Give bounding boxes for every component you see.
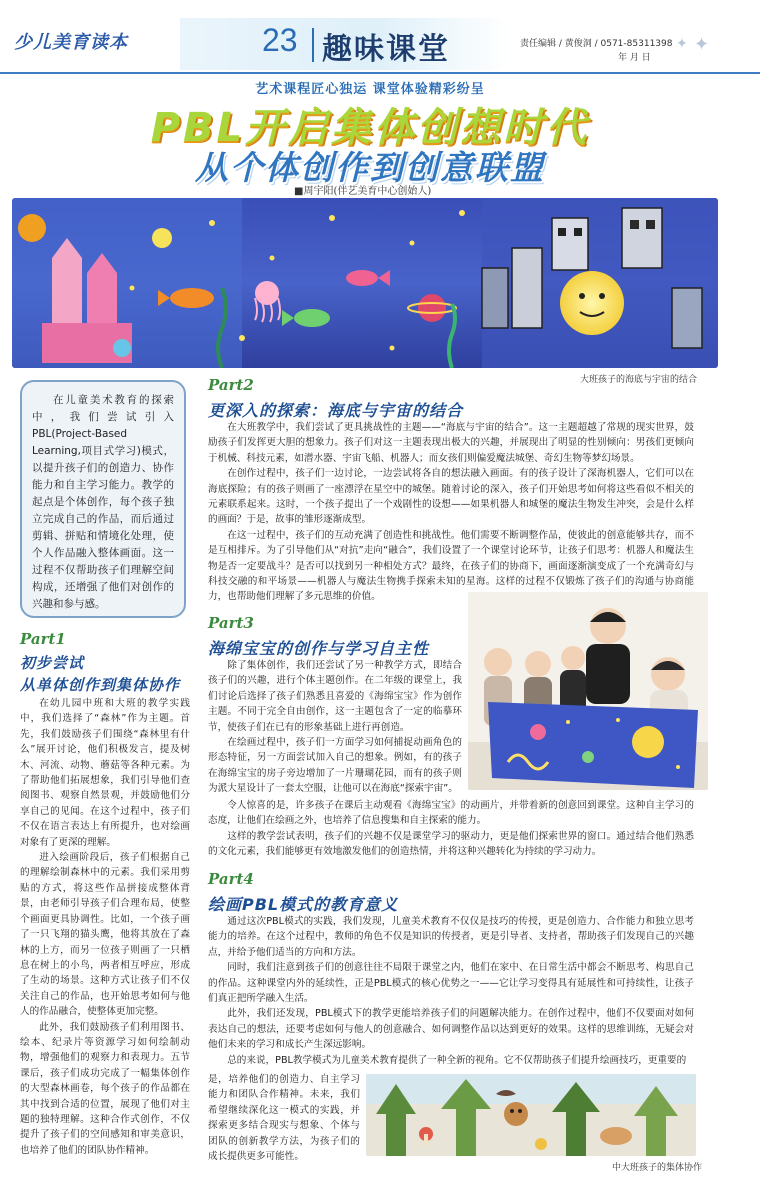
children-holding-artwork-photo [468,592,708,790]
hero-illustration [12,198,718,368]
part4-heading: 绘画PBL模式的教育意义 [208,895,399,914]
part3-body-wrap [208,658,462,797]
masthead-logo: 少儿美育读本 [14,32,128,53]
part1-paragraph: 此外，我们鼓励孩子们利用图书、绘本、纪录片等资源学习如何绘制动物，增强他们的观察力和表现力。五节课后，孩子们成功完成了一幅集体创作的大型森林画卷，每个孩子的作品都在其中找到合适的位置，展现了他们对主题的独特理解。这种合作式创作，不仅提升了孩子们的空间感知和审美意识，也培养了他们的团队协作精神。 [20,1021,190,1156]
part3-label: Part3 [208,614,254,632]
forest-collaborative-artwork [366,1074,696,1156]
part2-paragraph: 在这一过程中，孩子们的互动充满了创造性和挑战性。他们需要不断调整作品，使彼此的创意能够共存，而不是互相排斥。为了引导他们从“对抗”走向“融合”，我们设置了一个课堂讨论环节，让孩子们思考：机器人和魔法生物是否一定要战斗？是否可以找到另一种相处方式？最终，在孩子们的协商下，画面逐渐演变成了一个充满奇幻与科技交融的和平场景——机器人与魔法生物携手探索未知的星海。这样的过程不仅锻炼了孩子们的沟通与协商能力，也帮助他们理解了多元思维的价值。 [208,529,694,603]
hero-caption: 大班孩子的海底与宇宙的结合 [580,375,698,385]
part4-paragraph: 是，培养他们的创造力、自主学习能力和团队合作精神。未来，我们希望继续深化这一模式的实践，并探索更多结合现实与想象、个体与团队的创新教学方法，为孩子们的成长提供更多可能性。 [208,1074,360,1163]
editor-info: 责任编辑 / 黄俊洞 / 0571-85311398 [520,39,673,49]
sparkle-icon: ✦ [676,36,688,52]
header-divider [312,28,314,62]
children-photo [468,592,708,790]
bottom-photo-caption: 中大班孩子的集体协作 [612,1163,703,1173]
part1-subheading: 从单体创作到集体协作 [20,676,181,694]
part1-heading: 初步尝试 [20,654,85,672]
intro-box [20,380,186,618]
part3-paragraph: 除了集体创作，我们还尝试了另一种教学方式，即结合孩子们的兴趣，进行个体主题创作。在二年级的课堂上，我们讨论后选择了孩子们熟悉且喜爱的《海绵宝宝》作为创作主题。不同于完全自由创作，这一主题包含了一定的临摹环节，使孩子们在已有的形象基础上进行再创造。 [208,660,462,733]
part4-paragraph: 此外，我们还发现，PBL模式下的教学更能培养孩子们的问题解决能力。在创作过程中，他们不仅要面对如何表达自己的想法，还要考虑如何与他人的创意融合、如何调整作品以达到更好的效果。这样的思维训练，无疑会对他们未来的学习和成长产生深远影响。 [208,1008,694,1051]
part3-paragraph: 这样的教学尝试表明，孩子们的兴趣不仅是课堂学习的驱动力，更是他们探索世界的窗口。通过结合他们熟悉的文化元素，我们能够更有效地激发他们的创造热情，并将这种兴趣转化为持续的学习动力。 [208,830,694,858]
ocean-space-artwork [12,198,718,368]
part2-body [208,420,694,605]
part4-label: Part4 [208,870,254,888]
page-number: 23 [262,22,298,58]
part1-paragraph: 进入绘画阶段后，孩子们根据自己的理解绘制森林中的元素。我们采用剪贴的方式，将这些作品拼接成整体背景，由老师引导孩子们合理布局，使整个画面更具协调性。比如，一个孩子画了一只飞翔的猫头鹰，他将其放在了森林的上方，而另一位孩子则画了一只栖息在树上的小鸟，两者相互呼应，形成了生动的场景。这种方式让孩子们不仅关注自己的作品，也开始思考如何与他人的作品融合，使整体更加完整。 [20,852,190,1018]
part1-label: Part1 [20,630,66,648]
date-line: 年 月 日 [618,53,651,63]
section-title: 趣味课堂 [322,32,450,67]
part3-paragraph: 在绘画过程中，孩子们一方面学习如何捕捉动画角色的形态特征，另一方面尝试加入自己的想象。例如，有的孩子在海绵宝宝的房子旁边增加了一片珊瑚花园，而有的孩子则为派大星设计了一套太空服，让他可以在海底“探索宇宙”。 [208,737,462,795]
part4-paragraph: 同时，我们注意到孩子们的创意往往不局限于课堂之内，他们在家中、在日常生活中都会不断思考、构思自己的作品。这种课堂内外的延续性，正是PBL模式的核心优势之一——它让学习变得具有延展性和可持续性，让孩子们真正把所学融入生活。 [208,962,694,1005]
article-kicker: 艺术课程匠心独运 课堂体验精彩纷呈 [255,82,485,97]
part3-heading: 海绵宝宝的创作与学习自主性 [208,639,430,658]
part2-heading: 更深入的探索：海底与宇宙的结合 [208,401,464,420]
header-rule [0,72,760,74]
sparkle-icon: ✦ [694,34,710,55]
part1-paragraph: 在幼儿园中班和大班的教学实践中，我们选择了“森林”作为主题。首先，我们鼓励孩子们围绕“森林里有什么”展开讨论，他们积极发言，提及树木、河流、动物、蘑菇等各种元素。为了帮助他们拓展想象，我们引导他们查阅图书、观察自然景观，并鼓励他们分享自己的见闻。在这个过程中，孩子们不仅在语言表达上有所提升，也对绘画对象有了更深的理解。 [20,698,190,848]
part3-paragraph: 令人惊喜的是，许多孩子在课后主动观看《海绵宝宝》的动画片，并带着新的创意回到课堂。这种自主学习的态度，让他们在绘画之外，也培养了信息搜集和自主探索的能力。 [208,800,694,827]
part4-paragraph: 通过这次PBL模式的实践，我们发现，儿童美术教育不仅仅是技巧的传授，更是创造力、合作能力和独立思考能力的培养。在这个过程中，教师的角色不仅是知识的传授者，更是引导者、支持者，帮助孩子们发现自己的兴趣点，并给予他们适当的方向和方法。 [208,916,694,958]
part3-body-full [208,798,694,860]
intro-text: 在儿童美术教育的探索中，我们尝试引入PBL(Project-Based Learning,项目式学习)模式，以提升孩子们的创造力、协作能力和自主学习能力。教学的起点是个体创作，每个孩子独立完成自己的作品，而后通过剪辑、拼贴和情境化处理，使个人作品融入整体画面。这一过程不仅帮助孩子们理解空间构成，还增强了他们对创作的兴趣和参与感。 [32,394,174,610]
forest-artwork-photo [366,1074,696,1156]
article-title: PBL开启集体创想时代 [150,105,590,151]
part4-body-full [208,914,694,1068]
part2-label: Part2 [208,376,254,394]
article-subtitle: 从个体创作到创意联盟 [195,148,545,187]
part4-paragraph: 总的来说，PBL教学模式为儿童美术教育提供了一种全新的视角。它不仅帮助孩子们提升绘画技巧，更重要的 [227,1054,687,1066]
byline: ■周宇阳(伴艺美育中心创始人) [294,186,432,197]
part2-paragraph: 在大班教学中，我们尝试了更具挑战性的主题——“海底与宇宙的结合”。这一主题超越了常规的现实世界，鼓励孩子们发挥更大胆的想象力。孩子们对这一主题表现出极大的兴趣，并展现出了明显的性别倾向：男孩们更倾向于机械、科技元素，如潜水器、宇宙飞船、机器人；而女孩们则偏爱魔法城堡、奇幻生物等梦幻场景。 [208,422,694,464]
part1-body [20,696,190,1158]
part2-paragraph: 在创作过程中，孩子们一边讨论，一边尝试将各自的想法融入画面。有的孩子设计了深海机器人，它们可以在海底探险；有的孩子则画了一座漂浮在星空中的城堡。随着讨论的深入，孩子们开始思考如何将这些看似不相关的元素联系起来。这时，一个孩子提出了一个戏剧性的设想——如果机器人和城堡的魔法生物发生冲突，会是什么样的画面？于是，故事的雏形逐渐成型。 [208,468,694,526]
part4-body-wrap [208,1072,360,1164]
